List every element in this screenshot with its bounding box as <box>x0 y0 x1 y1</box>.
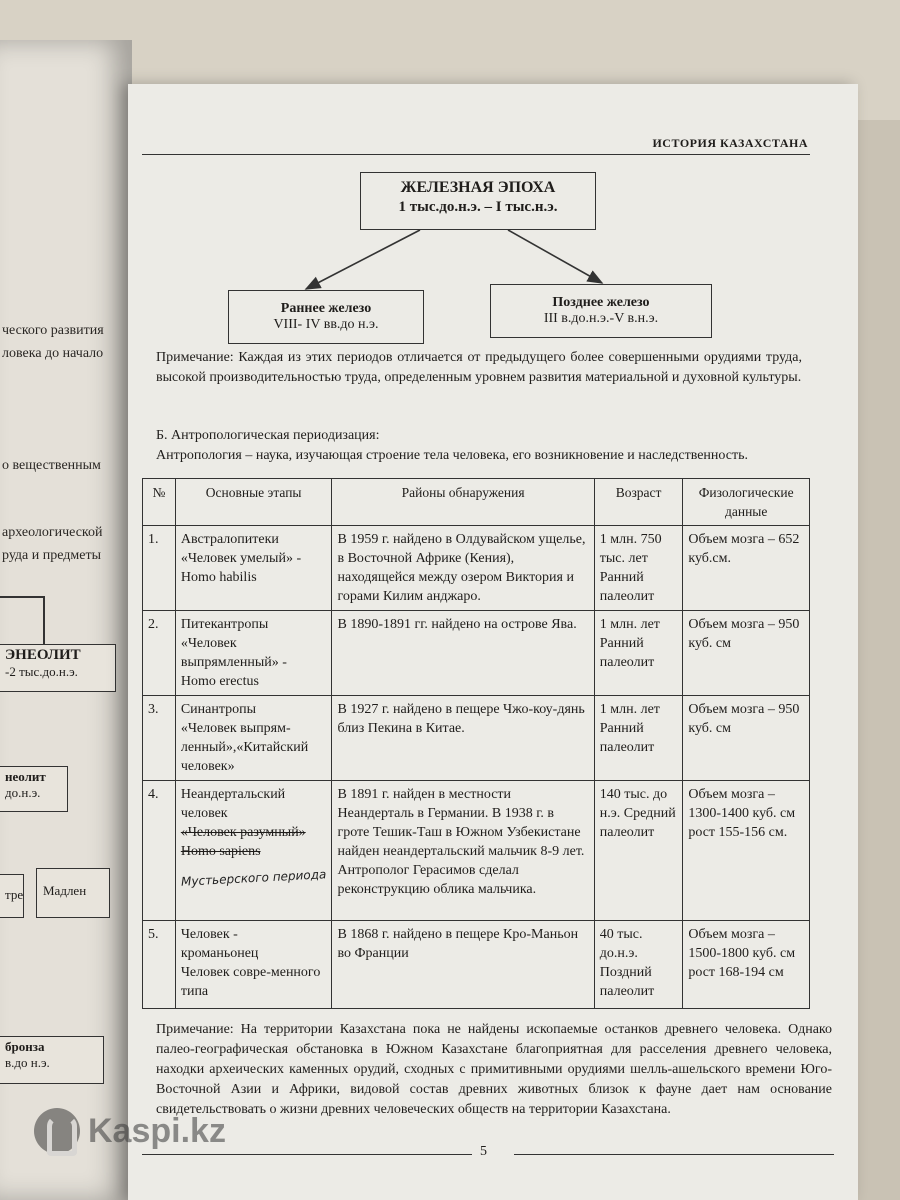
table-row <box>143 526 810 611</box>
area-cell: В 1890-1891 гг. найдено на острове Ява. <box>332 611 594 696</box>
kaspi-logo-icon <box>34 1108 80 1154</box>
stage-line: Синантропы <box>180 702 257 717</box>
madlen-box: Мадлен <box>36 868 110 918</box>
iron-age-range: 1 тыс.до.н.э. – I тыс.н.э. <box>398 199 558 215</box>
eneolith-box <box>0 644 116 692</box>
stage-line: кроманьонец <box>180 946 259 961</box>
box-title: неолит <box>5 769 46 784</box>
table-row <box>143 611 810 696</box>
stage-line: Австралопитеки <box>180 532 279 547</box>
arrow-early <box>306 230 420 289</box>
row-number: 3. <box>143 696 176 781</box>
box-title: бронза <box>5 1039 45 1054</box>
phys-cell: Объем мозга – 1300-1400 куб. см рост 155-156 см. <box>683 781 810 921</box>
column-header: Основные этапы <box>175 479 332 526</box>
phys-cell: Объем мозга – 950 куб. см <box>683 696 810 781</box>
column-header: Физологические данные <box>683 479 810 526</box>
column-header: № <box>143 479 176 526</box>
bronze-box <box>0 1036 104 1084</box>
book-page <box>128 84 858 1200</box>
handwritten-note: Мустьерского периода <box>180 867 327 889</box>
stage-line: «Человек умелый» - <box>180 551 302 566</box>
left-page-text: ловека до начало <box>2 346 104 361</box>
footer-rule <box>514 1154 834 1155</box>
left-page-text: о вещественным <box>2 458 101 473</box>
phys-cell: Объем мозга – 950 куб. см <box>683 611 810 696</box>
struck-stage-line: «Человек разумный» <box>180 825 306 840</box>
stage-line: Питекантропы <box>180 617 269 632</box>
early-iron-range: VIII- IV вв.до н.э. <box>273 317 379 332</box>
column-header: Районы обнаружения <box>332 479 594 526</box>
struck-stage-line: Homo sapiens <box>180 844 261 859</box>
left-page-text: руда и предметы <box>2 548 102 563</box>
stage-line: Homo habilis <box>180 570 257 585</box>
stage-line: Homo erectus <box>180 674 259 689</box>
watermark <box>34 1108 226 1154</box>
age-cell: 1 млн. лет Ранний палеолит <box>594 696 683 781</box>
connector-line <box>0 596 44 598</box>
section-b <box>156 426 802 466</box>
left-page-text: археологической <box>2 525 103 540</box>
late-iron-range: III в.до.н.э.-V в.н.э. <box>543 311 659 326</box>
stage-cell <box>175 781 332 921</box>
row-number: 2. <box>143 611 176 696</box>
age-cell: 140 тыс. до н.э. Средний палеолит <box>594 781 683 921</box>
anthropology-table <box>142 478 810 1009</box>
stage-cell <box>175 526 332 611</box>
footer-rule <box>142 1154 472 1155</box>
note-paragraph-kazakhstan: Примечание: На территории Казахстана пока не найдены ископаемые останков древнего человека. Однако палео-географическая обстановка в Южном Казахстане благоприятная для расселения древнего человека, находки археических каменных орудий, сходных с примитивными орудиями шелль-ашельского времени Юго-Восточной Азии и Африки, видовой состав древних животных близок к фауне дает нам основание свидетельствовать о жизни древних человеческих обществ на территории Казахстана. <box>156 1022 832 1117</box>
page-number: 5 <box>480 1144 487 1159</box>
box-range: -2 тыс.до.н.э. <box>5 664 78 679</box>
stage-line: Неандертальский человек <box>180 787 286 821</box>
row-number: 4. <box>143 781 176 921</box>
stage-line: Человек - <box>180 927 238 942</box>
table-row <box>143 696 810 781</box>
row-number: 5. <box>143 921 176 1009</box>
stage-cell <box>175 696 332 781</box>
age-cell: 1 млн. лет Ранний палеолит <box>594 611 683 696</box>
iron-age-title: ЖЕЛЕЗНАЯ ЭПОХА <box>400 179 556 196</box>
running-header: ИСТОРИЯ КАЗАХСТАНА <box>652 136 808 150</box>
left-page-text: ческого развития <box>2 323 104 338</box>
stage-cell <box>175 921 332 1009</box>
note-paragraph: Примечание: Каждая из этих периодов отличается от предыдущего более совершенными орудиями труда, высокой производительностью труда, определенным уровнем развития материальной и духовной культуры. <box>156 350 802 385</box>
box-range: до.н.э. <box>5 785 41 800</box>
row-number: 1. <box>143 526 176 611</box>
neolith-box <box>0 766 68 812</box>
age-cell: 40 тыс. до.н.э. Поздний палеолит <box>594 921 683 1009</box>
phys-cell: Объем мозга – 652 куб.см. <box>683 526 810 611</box>
iron-age-box <box>360 172 596 230</box>
table-row <box>143 781 810 921</box>
table-header-row <box>143 479 810 526</box>
watermark-text: Kaspi.kz <box>88 1111 226 1150</box>
phys-cell: Объем мозга – 1500-1800 куб. см рост 168-194 см <box>683 921 810 1009</box>
area-cell: В 1891 г. найден в местности Неандерталь в Германии. В 1938 г. в гроте Тешик-Таш в Южном Узбекистане найден неандертальский мальчик 8-9 лет. Антрополог Герасимов сделал реконструкцию облика мальчика. <box>332 781 594 921</box>
stage-line: «Человек выпрям-ленный»,«Китайский человек» <box>180 721 309 774</box>
stage-cell <box>175 611 332 696</box>
age-cell: 1 млн. 750 тыс. лет Ранний палеолит <box>594 526 683 611</box>
anthropology-definition: Антропология – наука, изучающая строение тела человека, его возникновение и наследственность. <box>156 448 748 463</box>
stage-line: Человек совре-менного типа <box>180 965 321 999</box>
box-title: ЭНЕОЛИТ <box>5 647 81 663</box>
column-header: Возраст <box>594 479 683 526</box>
table-row <box>143 921 810 1009</box>
section-heading: Б. Антропологическая периодизация: <box>156 428 380 443</box>
box-range: в.до н.э. <box>5 1055 50 1070</box>
left-page <box>0 40 132 1200</box>
connector-line <box>43 596 45 644</box>
area-cell: В 1959 г. найдено в Олдувайском ущелье, в Восточной Африке (Кения), находящейся между озером Виктория и горами Килим анджаро. <box>332 526 594 611</box>
area-cell: В 1868 г. найдено в пещере Кро-Маньон во Франции <box>332 921 594 1009</box>
stage-line: «Человек выпрямленный» - <box>180 636 287 670</box>
early-iron-box <box>228 290 424 344</box>
late-iron-title: Позднее железо <box>552 295 650 310</box>
area-cell: В 1927 г. найдено в пещере Чжо-коу-дянь близ Пекина в Китае. <box>332 696 594 781</box>
arrow-late <box>508 230 602 283</box>
late-iron-box <box>490 284 712 338</box>
early-iron-title: Раннее железо <box>280 301 372 316</box>
period-box: тре <box>0 874 24 918</box>
